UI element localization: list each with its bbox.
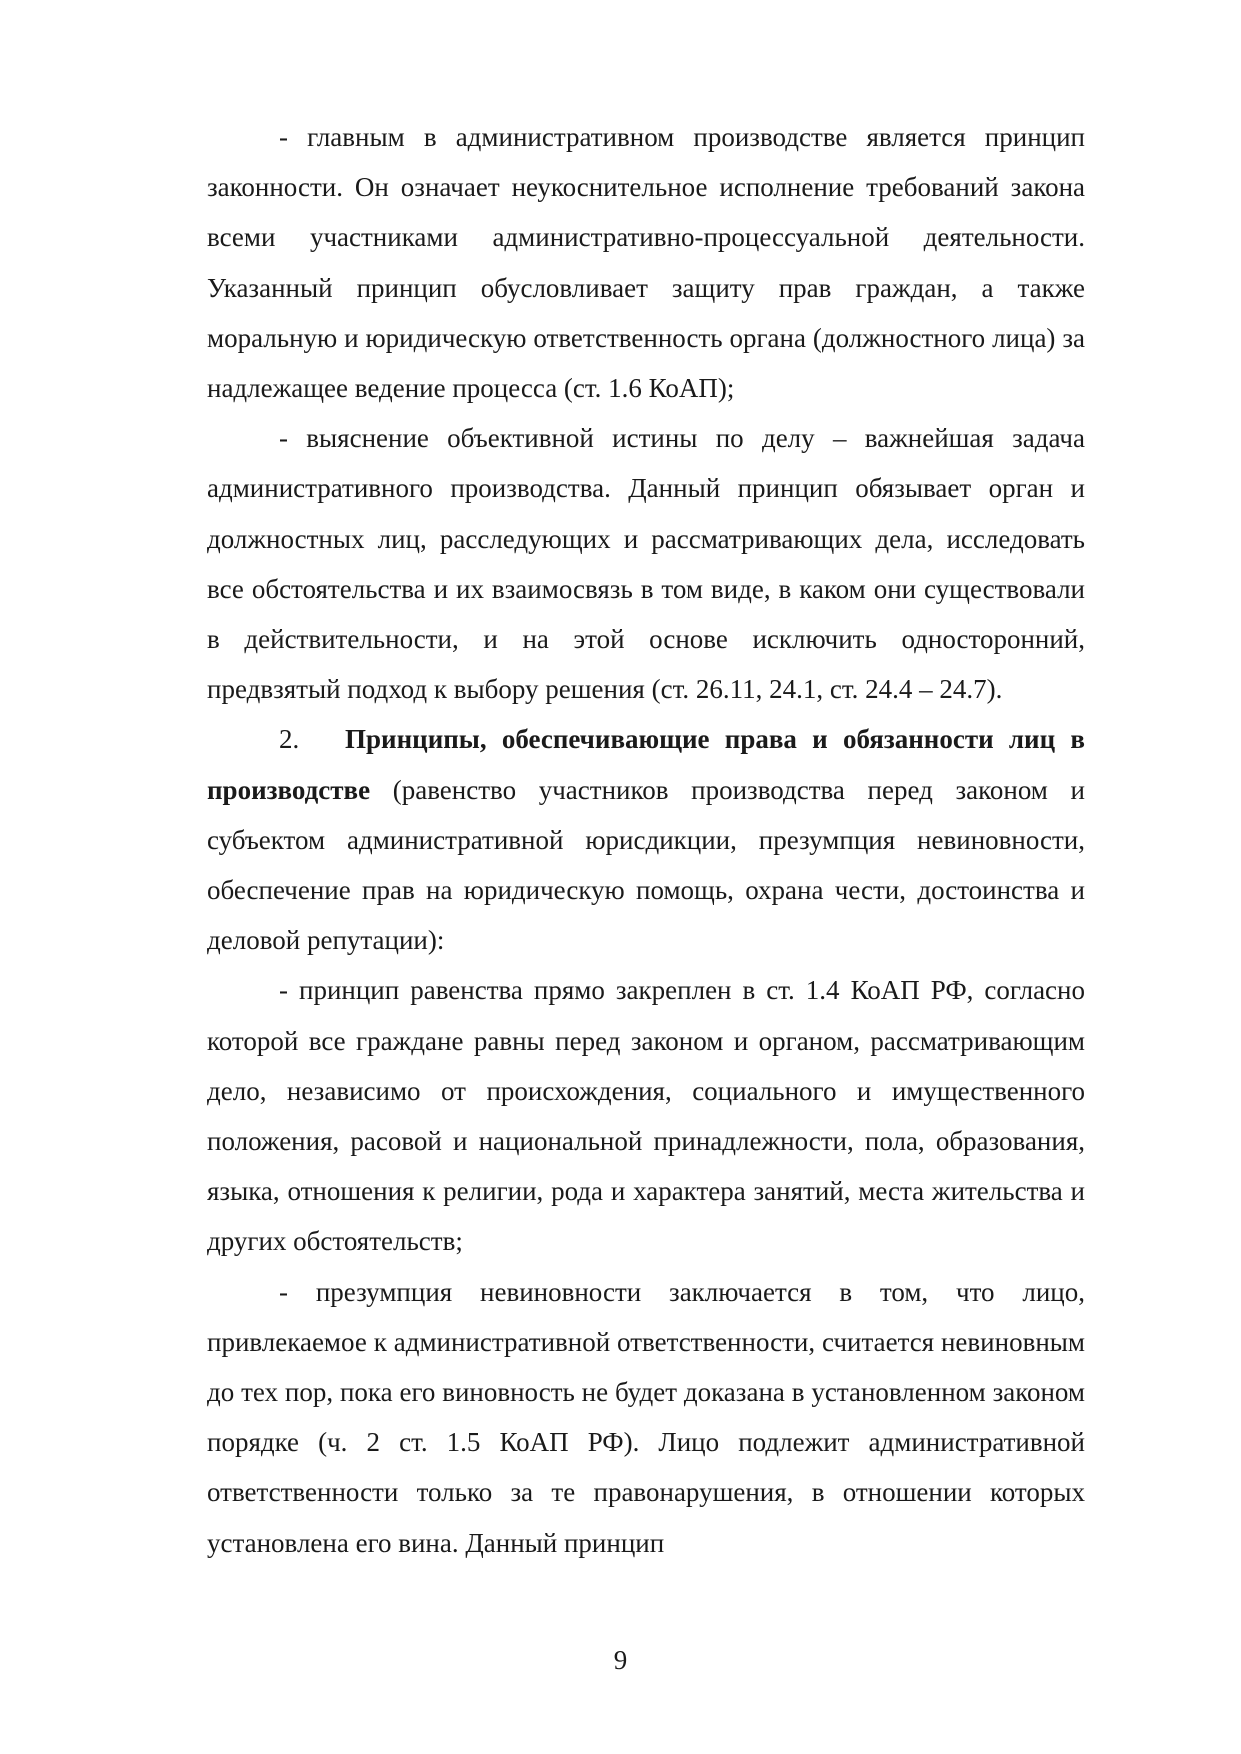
paragraph-objective-truth: - выяснение объективной истины по делу – важнейшая задача административного производства. Данный принцип обязывает орган и должностных лиц, расследующих и рассматривающих дела, исследовать все обстоятельства и их взаимосвязь в том виде, в каком они существовали в действительности, и на этой основе исключить односторонний, предвзятый подход к выбору решения (ст. 26.11, 24.1, ст. 24.4 – 24.7). xyxy=(207,423,1085,705)
item-description: (равенство участников производства перед законом и субъектом административной юрисдикции, презумпция невиновности, обеспечение прав на юридическую помощь, охрана чести, достоинства и деловой репутации): xyxy=(207,774,1085,956)
paragraph-legality: - главным в административном производстве является принцип законности. Он означает неукоснительное исполнение требований закона всеми участниками административно-процессуальной деятельности. Указанный принцип обусловливает защиту прав граждан, а также моральную и юридическую ответственность органа (должностного лица) за надлежащее ведение процесса (ст. 1.6 КоАП); xyxy=(207,122,1085,404)
numbered-item-2 xyxy=(207,714,1085,965)
item-number: 2. xyxy=(279,724,300,755)
page-number: 9 xyxy=(613,1645,628,1675)
body-text xyxy=(207,112,1085,1568)
paragraph-equality: - принцип равенства прямо закреплен в ст. 1.4 КоАП РФ, согласно которой все граждане равны перед законом и органом, рассматривающим дело, независимо от происхождения, социального и имущественного положения, расовой и национальной принадлежности, пола, образования, языка, отношения к религии, рода и характера занятий, места жительства и других обстоятельств; xyxy=(207,975,1085,1257)
paragraph-presumption: - презумпция невиновности заключается в том, что лицо, привлекаемое к административной ответственности, считается невиновным до тех пор, пока его виновность не будет доказана в установленном законом порядке (ч. 2 ст. 1.5 КоАП РФ). Лицо подлежит административной ответственности только за те правонарушения, в отношении которых установлена его вина. Данный принцип xyxy=(207,1276,1085,1558)
item-heading: Принципы, обеспечивающие права и обязанности лиц в производстве xyxy=(207,724,1085,805)
